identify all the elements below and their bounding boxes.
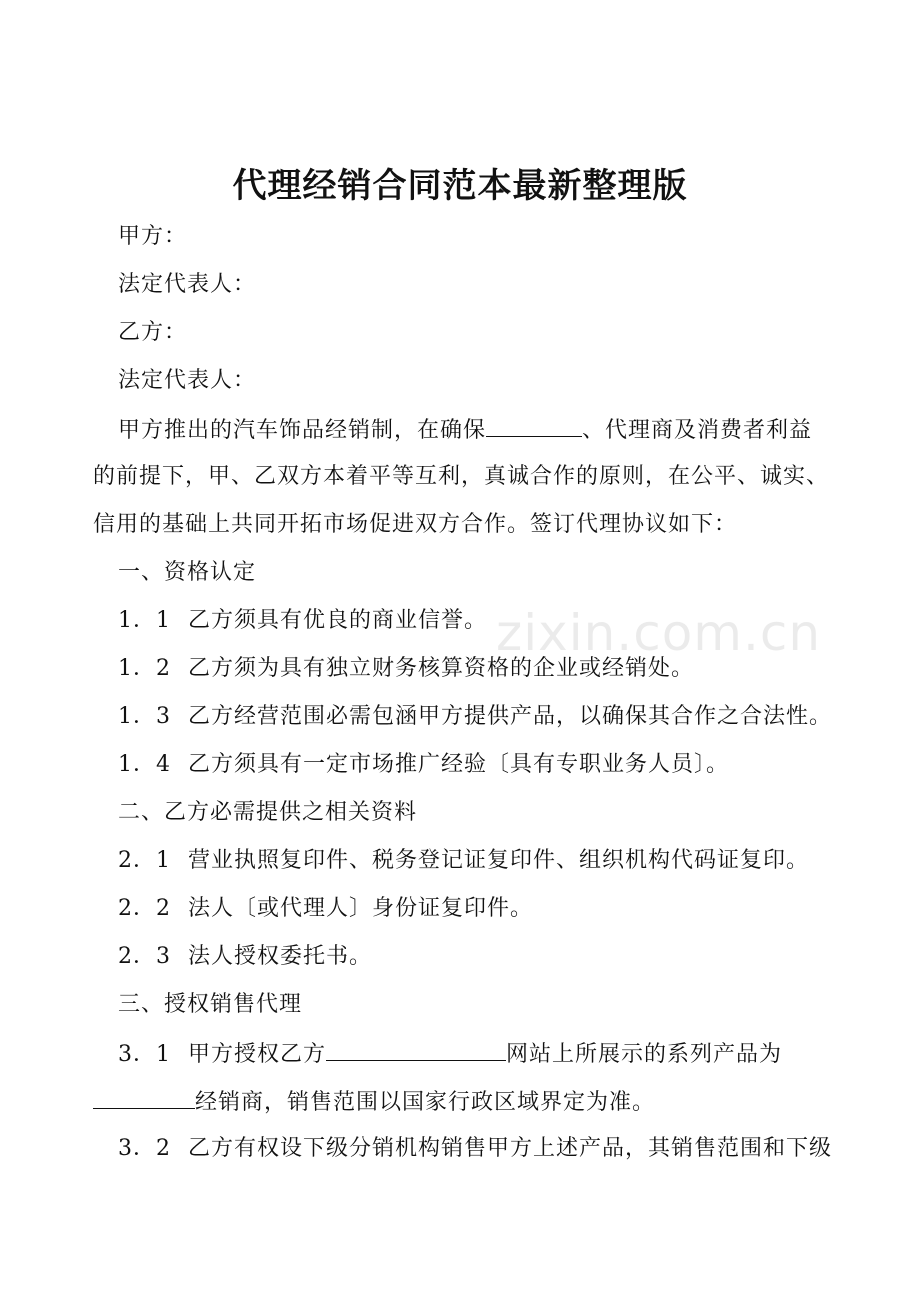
blank-field: [326, 1038, 506, 1061]
clause-2-3: [118, 942, 372, 972]
clause-3-2: [118, 1134, 832, 1164]
clause-text: 乙方有权设下级分销机构销售甲方上述产品，其销售范围和下级: [188, 1136, 833, 1161]
intro-line-1: [118, 414, 812, 446]
clause-number: 1．1: [118, 608, 171, 633]
watermark: zixin.com.cn: [496, 604, 822, 662]
section-heading-2: 二、乙方必需提供之相关资料: [118, 800, 418, 825]
blank-field: [486, 414, 582, 437]
clause-2-2: [118, 894, 533, 924]
party-b-rep-label: 法定代表人：: [118, 368, 257, 393]
clause-number: 1．3: [118, 704, 171, 729]
clause-1-1: [118, 606, 487, 636]
clause-3-1: [118, 1038, 782, 1070]
clause-number: 2．3: [118, 944, 171, 969]
page-title: 代理经销合同范本最新整理版: [232, 166, 688, 206]
party-b-label: 乙方：: [118, 320, 188, 345]
intro-text-1b: 、代理商及消费者利益: [582, 418, 813, 443]
clause-text: 乙方须为具有独立财务核算资格的企业或经销处。: [188, 656, 695, 681]
intro-line-3: 信用的基础上共同开拓市场促进双方合作。签订代理协议如下：: [93, 512, 738, 537]
blank-field: [93, 1086, 195, 1109]
clause-text: 营业执照复印件、税务登记证复印件、组织机构代码证复印。: [188, 848, 810, 873]
section-heading-1: 一、资格认定: [118, 560, 257, 585]
party-a-rep-label: 法定代表人：: [118, 272, 257, 297]
clause-text-c: 经销商，销售范围以国家行政区域界定为准。: [195, 1090, 656, 1115]
clause-text: 法人授权委托书。: [188, 944, 373, 969]
clause-number: 2．2: [118, 896, 171, 921]
clause-text: 法人〔或代理人〕身份证复印件。: [188, 896, 534, 921]
clause-number: 3．2: [118, 1136, 171, 1161]
clause-text: 乙方须具有优良的商业信誉。: [188, 608, 488, 633]
intro-text-1a: 甲方推出的汽车饰品经销制，在确保: [118, 418, 487, 443]
clause-1-2: [118, 654, 694, 684]
section-heading-3: 三、授权销售代理: [118, 992, 303, 1017]
clause-text-a: 甲方授权乙方: [188, 1042, 327, 1067]
clause-number: 2．1: [118, 848, 171, 873]
clause-3-1-continued: [93, 1086, 655, 1118]
party-a-label: 甲方：: [118, 224, 188, 249]
clause-2-1: [118, 846, 809, 876]
clause-number: 1．2: [118, 656, 171, 681]
clause-number: 3．1: [118, 1042, 171, 1067]
clause-1-3: [118, 702, 832, 732]
clause-text: 乙方经营范围必需包涵甲方提供产品，以确保其合作之合法性。: [188, 704, 833, 729]
clause-text: 乙方须具有一定市场推广经验〔具有专职业务人员〕。: [188, 752, 730, 777]
clause-number: 1．4: [118, 752, 171, 777]
clause-1-4: [118, 750, 729, 780]
clause-text-b: 网站上所展示的系列产品为: [506, 1042, 783, 1067]
intro-line-2: 的前提下，甲、乙双方本着平等互利，真诚合作的原则，在公平、诚实、: [93, 464, 830, 489]
